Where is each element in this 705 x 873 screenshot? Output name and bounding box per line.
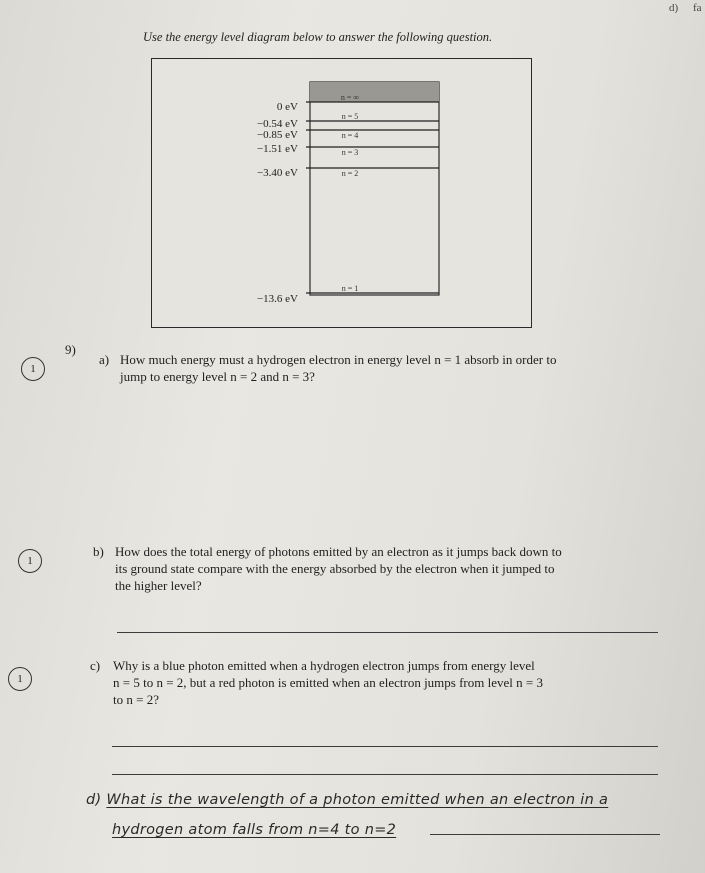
energy-label-4: −0.85 eV [256,129,298,141]
points-circle-c: 1 [8,667,32,691]
ionization-band [310,82,439,102]
handwritten-d-line-1: What is the wavelength of a photon emitted when an electron in a [106,792,609,808]
question-b [93,543,663,603]
energy-label-5: −0.54 eV [256,118,298,130]
question-c [90,657,660,717]
level-box [310,82,439,295]
diagram-svg [152,59,531,327]
energy-label-2: −3.40 eV [256,167,298,179]
question-b-label: b) [93,544,104,559]
n-label-1: n = 1 [341,284,359,293]
question-a-label: a) [99,352,110,367]
question-c-line-1: Why is a blue photon emitted when a hydrogen electron jumps from energy level [113,658,535,673]
n-label-inf: n = ∞ [340,93,360,102]
instruction-text: Use the energy level diagram below to answer the following question. [143,30,493,44]
n-label-2: n = 2 [341,169,359,178]
question-number: 9) [65,342,76,357]
answer-line-b [117,632,658,633]
energy-label-1: −13.6 eV [256,293,298,305]
handwritten-question-d [86,792,676,808]
handwritten-d-label: d) [86,792,102,808]
corner-label-right: fa [693,2,702,14]
question-c-label: c) [90,658,101,673]
question-b-line-2: its ground state compare with the energy absorbed by the electron when it jumped to [115,561,555,576]
n-label-5: n = 5 [341,112,359,121]
energy-label-inf: 0 eV [276,101,298,113]
question-a-line-2: jump to energy level n = 2 and n = 3? [120,369,315,384]
question-c-line-2: n = 5 to n = 2, but a red photon is emitted when an electron jumps from level n = 3 [113,675,543,690]
handwritten-d-line-2: hydrogen atom falls from n=4 to n=2 [112,822,397,838]
question-c-line-3: to n = 2? [113,692,159,707]
energy-label-3: −1.51 eV [256,143,298,155]
answer-line-c-2 [112,774,658,775]
corner-label-left: d) [669,2,679,14]
answer-line-c-1 [112,746,658,747]
question-b-line-3: the higher level? [115,578,202,593]
question-a [99,351,659,391]
answer-line-d [430,834,660,835]
points-circle-a: 1 [21,357,45,381]
handwritten-question-d-cont [112,822,672,838]
points-circle-b: 1 [18,549,42,573]
question-a-line-1: How much energy must a hydrogen electron in energy level n = 1 absorb in order to [120,352,557,367]
energy-level-diagram [151,58,532,328]
n-label-3: n = 3 [341,148,359,157]
question-b-line-1: How does the total energy of photons emitted by an electron as it jumps back down to [115,544,562,559]
n-label-4: n = 4 [341,131,359,140]
